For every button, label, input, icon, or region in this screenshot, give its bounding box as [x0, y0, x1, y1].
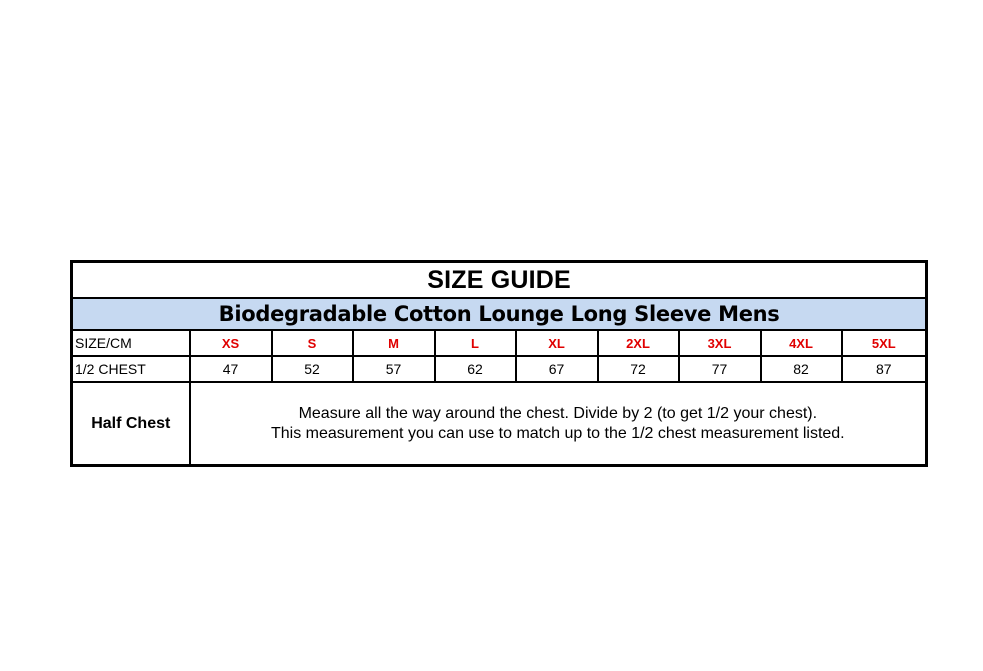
- chest-row: [72, 356, 927, 382]
- size-cell-xl: XL: [516, 330, 598, 356]
- size-cell-l: L: [435, 330, 516, 356]
- product-name: Biodegradable Cotton Lounge Long Sleeve Mens: [72, 298, 927, 330]
- chest-value-xl: 67: [516, 356, 598, 382]
- chest-value-l: 62: [435, 356, 516, 382]
- chest-value-2xl: 72: [598, 356, 679, 382]
- chest-value-3xl: 77: [679, 356, 761, 382]
- size-cell-m: M: [353, 330, 435, 356]
- size-header-row: [72, 330, 927, 356]
- size-cell-5xl: 5XL: [842, 330, 927, 356]
- title-row: [72, 262, 927, 299]
- size-cell-xs: XS: [190, 330, 272, 356]
- measurement-instructions: [190, 382, 927, 466]
- half-chest-note-label: Half Chest: [72, 382, 190, 466]
- size-cell-4xl: 4XL: [761, 330, 842, 356]
- chest-value-4xl: 82: [761, 356, 842, 382]
- measurement-note-row: [72, 382, 927, 466]
- chest-value-5xl: 87: [842, 356, 927, 382]
- instruction-line-1: Measure all the way around the chest. Divide by 2 (to get 1/2 your chest).: [298, 404, 818, 422]
- size-cell-2xl: 2XL: [598, 330, 679, 356]
- size-cell-s: S: [272, 330, 353, 356]
- size-cm-label: SIZE/CM: [72, 330, 190, 356]
- chest-value-m: 57: [353, 356, 435, 382]
- chest-value-xs: 47: [190, 356, 272, 382]
- size-guide-table: [70, 260, 928, 467]
- instruction-line-2: This measurement you can use to match up to the 1/2 chest measurement listed.: [271, 424, 845, 442]
- size-guide-title: SIZE GUIDE: [72, 262, 927, 299]
- half-chest-label: 1/2 CHEST: [72, 356, 190, 382]
- chest-value-s: 52: [272, 356, 353, 382]
- size-cell-3xl: 3XL: [679, 330, 761, 356]
- subtitle-row: [72, 298, 927, 330]
